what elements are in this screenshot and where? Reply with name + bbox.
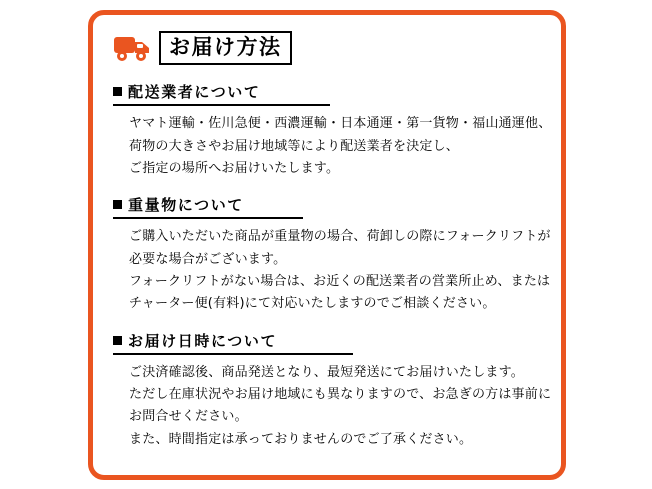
section-title: お届け日時について bbox=[128, 331, 278, 350]
delivery-truck-icon bbox=[113, 33, 151, 63]
page-title: お届け方法 bbox=[169, 35, 282, 59]
section-title: 重量物について bbox=[128, 196, 244, 215]
body-line: ご購入いただいた商品が重量物の場合、荷卸しの際にフォークリフトが bbox=[129, 229, 551, 245]
section-body bbox=[113, 226, 551, 315]
section-shipping-carriers bbox=[113, 81, 552, 180]
section-heavy-items bbox=[113, 194, 551, 315]
section-header bbox=[113, 194, 303, 219]
body-line: また、時間指定は承っておりませんのでご了承ください。 bbox=[129, 431, 473, 447]
square-bullet-icon bbox=[113, 200, 122, 209]
body-line: チャーター便(有料)にて対応いたしますのでご相談ください。 bbox=[129, 296, 496, 312]
body-line: ただし在庫状況やお届け地域にも異なりますので、お急ぎの方は事前に bbox=[129, 387, 552, 403]
delivery-method-card bbox=[88, 10, 566, 480]
body-line: ご指定の場所へお届けいたします。 bbox=[129, 160, 340, 176]
section-header bbox=[113, 81, 330, 106]
section-header bbox=[113, 330, 353, 355]
section-body bbox=[113, 362, 552, 451]
card-content bbox=[113, 31, 552, 465]
body-line: ヤマト運輸・佐川急便・西濃運輸・日本通運・第一貨物・福山通運他、 bbox=[129, 116, 552, 132]
card-title-row bbox=[113, 31, 545, 65]
body-line: 必要な場合がございます。 bbox=[129, 251, 287, 267]
body-line: ご決済確認後、商品発送となり、最短発送にてお届けいたします。 bbox=[129, 364, 524, 380]
square-bullet-icon bbox=[113, 87, 122, 96]
square-bullet-icon bbox=[113, 336, 122, 345]
body-line: フォークリフトがない場合は、お近くの配送業者の営業所止め、または bbox=[129, 273, 551, 289]
section-title: 配送業者について bbox=[128, 83, 261, 102]
section-delivery-datetime bbox=[113, 330, 552, 451]
section-body bbox=[113, 113, 552, 180]
body-line: 荷物の大きさやお届け地域等により配送業者を決定し、 bbox=[129, 138, 460, 154]
body-line: お問合せください。 bbox=[129, 409, 248, 425]
card-title-box bbox=[159, 31, 292, 65]
